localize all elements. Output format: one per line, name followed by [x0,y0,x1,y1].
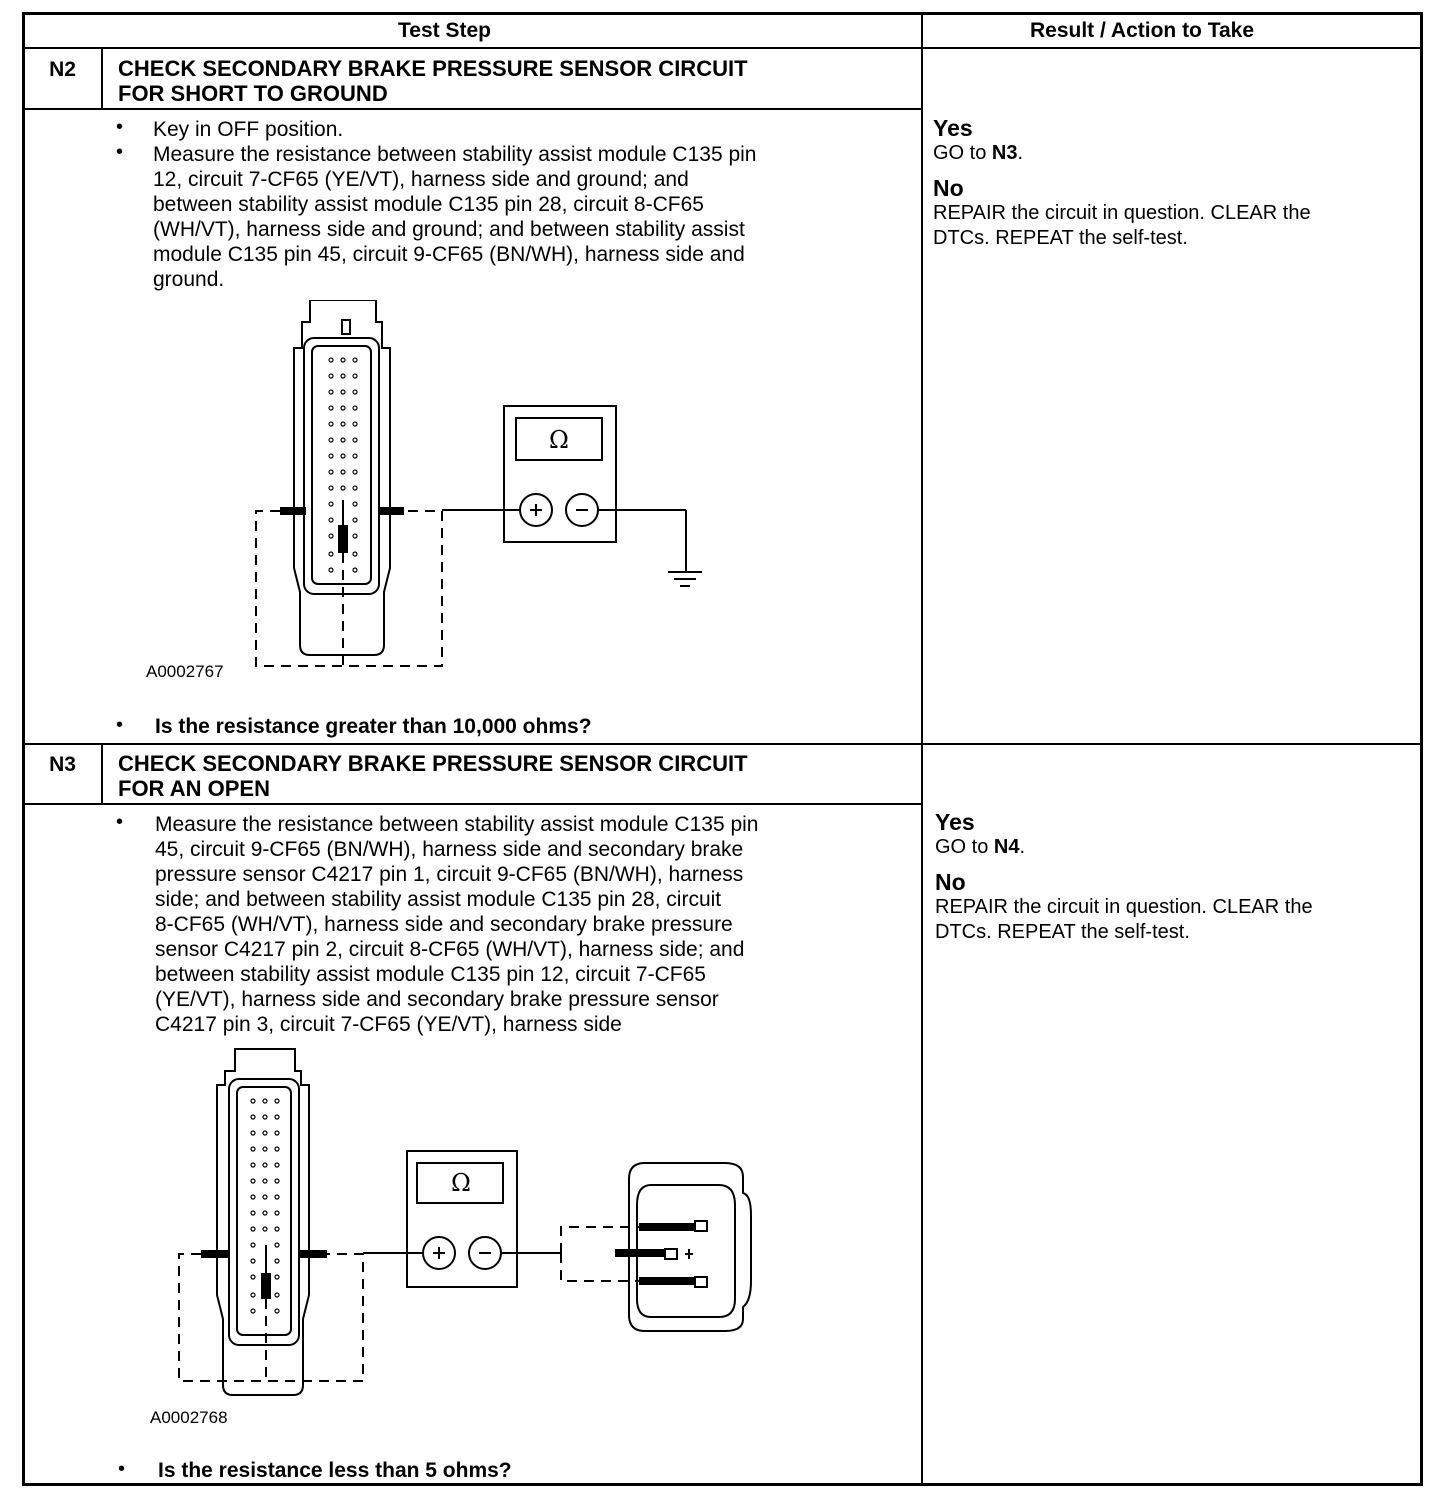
instruction-line: side; and between stability assist module C135 pin 28, circuit [155,888,722,911]
bullet-glyph: • [116,714,124,736]
yes-target-step: N4 [993,836,1020,858]
column-header-test-step: Test Step [398,19,491,42]
step-title-line: FOR SHORT TO GROUND [118,81,388,106]
sensor-connector-c4217 [629,1163,751,1331]
yes-action-text: GO to [933,142,987,164]
instruction-line: 12, circuit 7-CF65 (YE/VT), harness side and ground; and [153,168,689,191]
module-connector-c135 [294,300,390,655]
no-action-line: REPAIR the circuit in question. CLEAR the [933,202,1311,224]
instruction-line: Measure the resistance between stability assist module C135 pin [153,143,757,166]
instruction-text [153,142,756,292]
instruction-line: Measure the resistance between stability assist module C135 pin [155,813,759,836]
step-title-line: CHECK SECONDARY BRAKE PRESSURE SENSOR CIRCUIT [118,56,748,81]
sensor-probes [615,1223,695,1285]
yes-action-text: GO to [935,836,989,858]
instruction-line: sensor C4217 pin 2, circuit 8-CF65 (WH/VT), harness side; and [155,938,745,961]
figure-id: A0002767 [146,662,224,681]
figure-id: A0002768 [150,1408,228,1427]
yes-action: GO to N3. [933,142,1024,164]
step-title [118,751,748,801]
bullet-glyph: • [116,116,124,138]
no-label: No [935,869,966,895]
test-probes [280,500,404,553]
bullet-glyph: • [116,141,124,163]
no-action-line: DTCs. REPEAT the self-test. [933,227,1188,249]
no-label: No [933,175,964,201]
bullet-glyph: • [116,811,124,833]
step-number: N2 [49,58,76,81]
column-header-result-action: Result / Action to Take [1030,19,1255,42]
wiring-diagram-open-test [165,1045,765,1405]
instruction-line: C4217 pin 3, circuit 7-CF65 (YE/VT), harness side [155,1013,622,1036]
bullet-glyph: • [118,1458,126,1480]
no-action-line: REPAIR the circuit in question. CLEAR the [935,896,1313,918]
instruction-line: between stability assist module C135 pin 12, circuit 7-CF65 [155,963,706,986]
step-title [118,56,748,106]
instruction-line: pressure sensor C4217 pin 1, circuit 9-CF65 (BN/WH), harness [155,863,744,886]
no-action [935,895,1313,945]
step-number: N3 [49,753,76,776]
step-title-line: FOR AN OPEN [118,776,270,801]
instruction-line: module C135 pin 45, circuit 9-CF65 (BN/WH), harness side and [153,243,745,266]
instruction-line: Key in OFF position. [153,118,344,141]
yes-target-step: N3 [991,142,1018,164]
yes-action: GO to N4. [935,836,1026,858]
instruction-line: (YE/VT), harness side and secondary brake pressure sensor [155,988,719,1011]
wiring-diagram-ground-test [240,300,720,690]
ohm-symbol: Ω [451,1169,471,1197]
step-question: Is the resistance less than 5 ohms? [158,1459,512,1482]
yes-label: Yes [933,115,973,141]
instruction-text [153,117,343,142]
instruction-line: 45, circuit 9-CF65 (BN/WH), harness side and secondary brake [155,838,744,861]
step-title-line: CHECK SECONDARY BRAKE PRESSURE SENSOR CIRCUIT [118,751,748,776]
no-action [933,201,1311,251]
step-question: Is the resistance greater than 10,000 ohms? [155,715,592,738]
ohm-symbol: Ω [549,426,569,454]
instruction-text [155,812,758,1037]
instruction-line: between stability assist module C135 pin 28, circuit 8-CF65 [153,193,704,216]
instruction-line: (WH/VT), harness side and ground; and between stability assist [153,218,745,241]
instruction-line: 8-CF65 (WH/VT), harness side and secondary brake pressure [155,913,733,936]
instruction-line: ground. [153,268,225,291]
yes-label: Yes [935,809,975,835]
no-action-line: DTCs. REPEAT the self-test. [935,921,1190,943]
ohmmeter [442,406,702,586]
